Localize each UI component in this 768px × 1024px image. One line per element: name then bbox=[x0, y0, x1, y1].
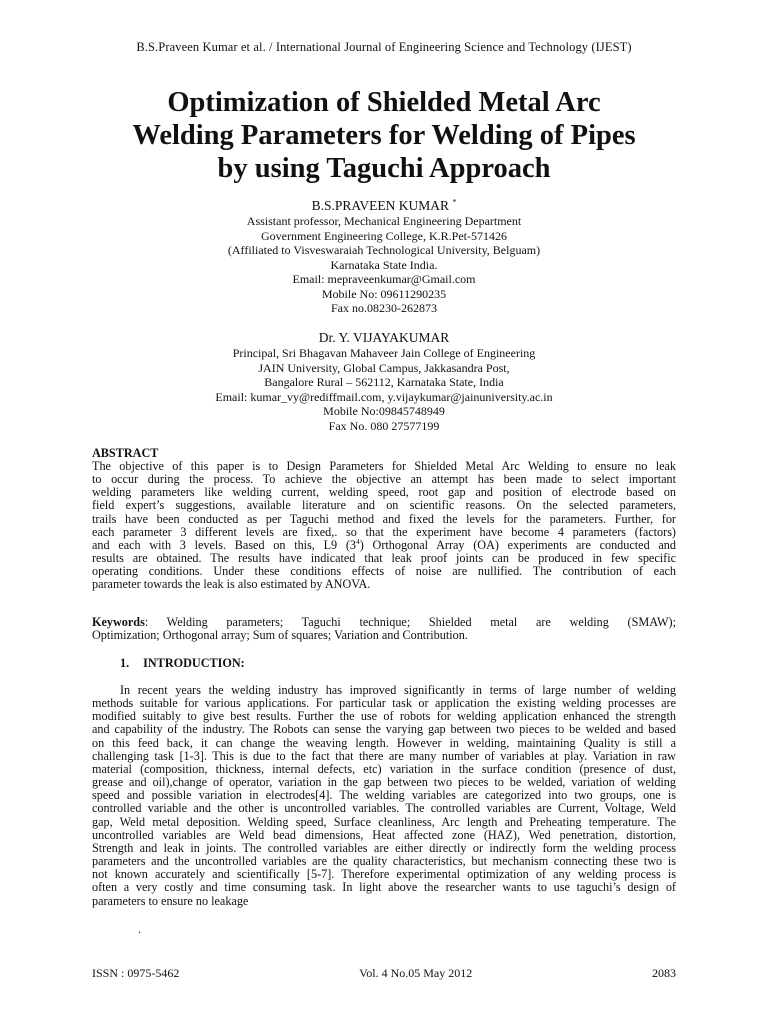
author-affiliation-line: Assistant professor, Mechanical Engineering Department bbox=[246, 214, 522, 228]
author-block-1 bbox=[0, 198, 768, 316]
abstract-line: and each with 3 levels. Based on this, L9 $(3^4)$ Orthogonal Array (OA) experiments are conducted and bbox=[92, 536, 676, 552]
intro-line: speed and possible variation in electrodes[4]. The welding variables are categorized into two groups, one is bbox=[92, 788, 676, 803]
section-title: INTRODUCTION: bbox=[143, 656, 245, 670]
intro-line: material (composition, thickness, internal defects, etc) variation in the surface condition (presence of dust, bbox=[92, 761, 676, 776]
author-email: Email: mepraveenkumar@Gmail.com bbox=[292, 272, 476, 286]
author-fax: Fax No. 080 27577199 bbox=[328, 418, 440, 433]
title-line: by using Taguchi Approach bbox=[217, 153, 551, 184]
intro-line: In recent years the welding industry has improved significantly in terms of large number of welding bbox=[120, 683, 676, 697]
intro-line: uncontrolled variables are Weld bead dimensions, Heat affected zone (HAZ), Wed penetration, distortion, bbox=[92, 827, 676, 842]
intro-line: grease and oil),change of operator, variation in the gap between two pieces to be welded, variation of welding bbox=[92, 775, 676, 790]
abstract-line: welding parameters like welding current, welding speed, root gap and position of electrode based on bbox=[92, 485, 676, 500]
author-name: Dr. Y. VIJAYAKUMAR bbox=[318, 330, 450, 345]
author-affiliation-line: Government Engineering College, K.R.Pet-571426 bbox=[261, 228, 507, 243]
section-heading-introduction bbox=[120, 656, 245, 671]
abstract-line: field expert’s suggestions, available literature and on scientific reasons. On the selected parameters, bbox=[92, 498, 676, 513]
footer-volume: Vol. 4 No.05 May 2012 bbox=[359, 966, 473, 980]
trailing-mark: . bbox=[138, 922, 141, 936]
keywords-label: Keywords bbox=[92, 615, 145, 629]
intro-line: gap, Weld metal deposition. Welding speed, Surface cleanliness, Arc length and Preheating temperature. The bbox=[92, 814, 676, 829]
abstract-line: results are obtained. The results have indicated that leak proof joints can be produced in few specific bbox=[92, 551, 676, 566]
abstract-line: operating conditions. Under these conditions effects of noise are nullified. The contribution of each bbox=[92, 564, 676, 579]
author-mobile: Mobile No:09845748949 bbox=[323, 404, 445, 418]
intro-line: parameters and the uncontrolled variables are the quality characteristics, but mechanism connecting these two is bbox=[92, 854, 676, 869]
author-affiliation-line: Bangalore Rural – 562112, Karnataka State, India bbox=[264, 375, 504, 389]
abstract-line: parameter towards the leak is also estimated by ANOVA. bbox=[92, 577, 371, 592]
abstract-line: The objective of this paper is to Design Parameters for Shielded Metal Arc Welding to ensure no leak bbox=[92, 459, 676, 473]
abstract-text bbox=[92, 460, 676, 592]
page-footer bbox=[92, 966, 676, 981]
intro-line: often a very costly and time consuming task. In light above the researcher wants to use taguchi’s design of bbox=[92, 880, 676, 895]
intro-line: and capability of the industry. The Robots can sense the varying gap between two pieces to be welded and based bbox=[92, 722, 676, 737]
array-exponent: 4 bbox=[356, 536, 360, 546]
intro-line: challenging task [1-3]. This is due to the fact that there are many number of variables at play. Variation in raw bbox=[92, 748, 676, 763]
abstract-line: each parameter 3 different levels are fixed,. so that the experiment have become 4 parameters (factors) bbox=[92, 524, 676, 539]
keywords-line: Keywords: Welding parameters; Taguchi technique; Shielded metal are welding (SMAW); bbox=[92, 615, 676, 629]
author-mark: * bbox=[452, 197, 457, 207]
intro-line: parameters to ensure no leakage bbox=[92, 893, 249, 908]
author-fax: Fax no.08230-262873 bbox=[331, 301, 437, 315]
abstract-line: trails have been conducted as per Taguchi method and fixed the levels for the parameters. Further, for bbox=[92, 511, 676, 526]
abstract-line: to occur during the process. To achieve the objective an attempt has been made to select important bbox=[92, 472, 676, 487]
paper-title bbox=[60, 86, 708, 185]
introduction-text bbox=[92, 684, 676, 908]
author-affiliation-line: (Affiliated to Visveswaraiah Technological University, Belguam) bbox=[227, 243, 541, 257]
title-line: Optimization of Shielded Metal Arc bbox=[167, 87, 601, 118]
intro-line: Strength and leak in joints. The controlled variables are either directly or indirectly form the welding process bbox=[92, 840, 676, 855]
intro-line: controlled variable and the other is uncontrolled variables. The controlled variables are Current, Voltage, Weld bbox=[92, 801, 676, 816]
author-affiliation-line: Karnataka State India. bbox=[330, 257, 438, 272]
title-line: Welding Parameters for Welding of Pipes bbox=[132, 120, 636, 151]
keywords bbox=[92, 616, 676, 642]
author-name: B.S.PRAVEEN KUMAR * bbox=[311, 197, 457, 213]
author-affiliation-line: Principal, Sri Bhagavan Mahaveer Jain College of Engineering bbox=[232, 346, 536, 360]
running-head: B.S.Praveen Kumar et al. / International Journal of Engineering Science and Technology (IJEST) bbox=[136, 40, 632, 54]
intro-line: modified suitably to give best results. Further the use of robots for welding application enhanced the strength bbox=[92, 709, 676, 724]
author-mobile: Mobile No: 09611290235 bbox=[321, 286, 447, 301]
footer-issn: ISSN : 0975-5462 bbox=[92, 966, 180, 980]
author-block-2 bbox=[0, 330, 768, 433]
intro-line: methods suitable for various applications. For particular task or application the existing welding processes are bbox=[92, 696, 676, 711]
footer-page-number: 2083 bbox=[652, 966, 676, 980]
keywords-line: Optimization; Orthogonal array; Sum of squares; Variation and Contribution. bbox=[92, 628, 468, 643]
intro-line: not known accurately and scientifically [5-7]. Therefore experimental optimization of any welding process is bbox=[92, 867, 676, 882]
intro-line: on this feed back, it can change the weaving length. However in welding, maintaining Quality is still a bbox=[92, 735, 676, 750]
section-number: 1. bbox=[120, 656, 130, 670]
author-email: Email: kumar_vy@rediffmail.com, y.vijaykumar@jainuniversity.ac.in bbox=[215, 389, 553, 404]
author-affiliation-line: JAIN University, Global Campus, Jakkasandra Post, bbox=[258, 360, 510, 375]
abstract-heading: ABSTRACT bbox=[92, 446, 159, 460]
